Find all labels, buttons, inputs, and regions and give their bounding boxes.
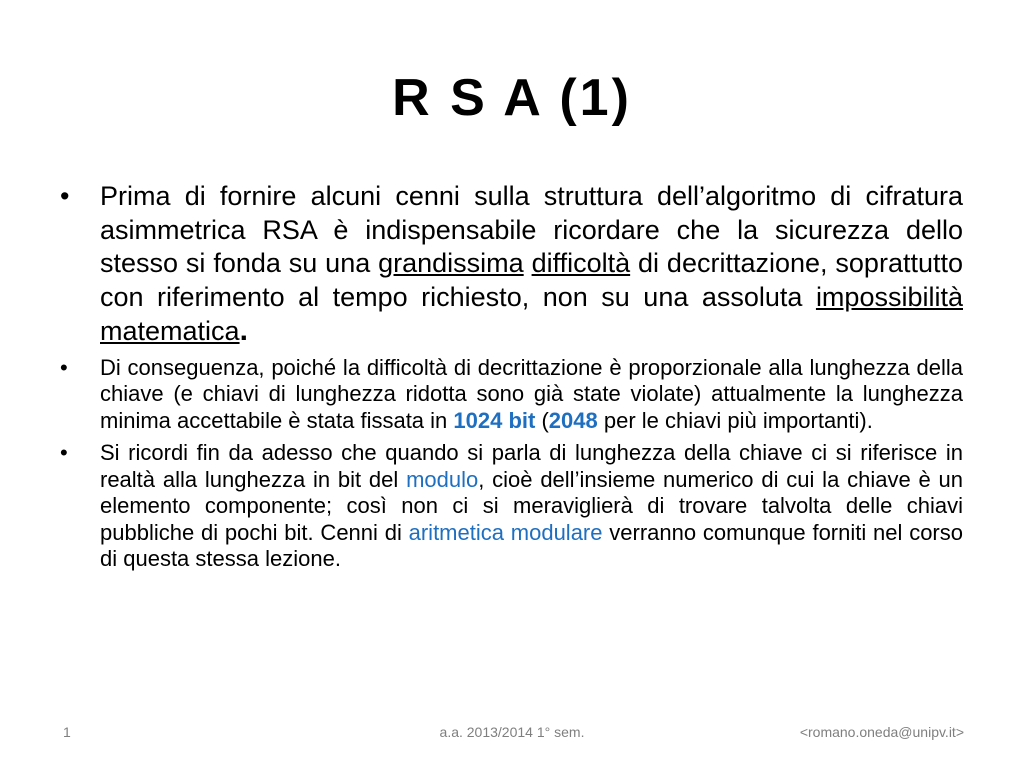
bullet-2-text-paren: ( xyxy=(535,407,549,433)
bullet-2-highlight-2048: 2048 xyxy=(548,407,598,433)
bullet-2-text-end: per le chiavi più importanti). xyxy=(597,407,873,433)
bullet-1-underlined-difficolta: difficoltà xyxy=(531,248,631,278)
bullet-3-text-cont: , cioè dell’insieme numerico di cui la chiave è un elemento componente; così non ci si meraviglierà di trovare talvolta delle chiavi pubbliche di pochi bit. Cenni di xyxy=(100,466,964,545)
bullet-item-2 xyxy=(60,355,963,435)
bullet-2-text: Di conseguenza, poiché la difficoltà di decrittazione è proporzionale alla lunghezza della chiave (e chiavi di lunghezza ridotta sono già state violate) attualmente la lunghezza minima accettabile è stata fissata in xyxy=(100,354,963,433)
bullet-3-highlight-aritmetica-modulare: aritmetica modulare xyxy=(408,519,603,545)
bullet-3-text: Si ricordi fin da adesso che quando si parla di lunghezza della chiave ci si riferisce in realtà alla lunghezza in bit del xyxy=(100,440,963,492)
bullet-1-text: Prima di fornire alcuni cenni sulla struttura dell’algoritmo di cifratura asimmetrica RSA è indispensabile ricordare che la sicurezza dello stesso si fonda su una xyxy=(100,181,963,278)
slide-body xyxy=(60,180,963,573)
slide-number: 1 xyxy=(63,724,71,740)
bullet-3-text-end: verranno comunque forniti nel corso di questa stessa lezione. xyxy=(100,519,963,571)
footer-email: <romano.oneda@unipv.it> xyxy=(799,724,964,740)
slide-title: R S A (1) xyxy=(392,69,632,127)
footer-course-date: a.a. 2013/2014 1° sem. xyxy=(439,724,585,740)
bullet-1-underlined-grandissima: grandissima xyxy=(378,248,524,278)
bullet-2-highlight-1024-bit: 1024 bit xyxy=(453,407,536,433)
bullet-3-highlight-modulo: modulo xyxy=(406,466,479,492)
bullet-item-1 xyxy=(60,180,963,349)
bullet-item-3 xyxy=(60,440,963,573)
bullet-1-underlined-impossibilita: impossibilità matematica xyxy=(100,281,963,346)
bullet-1-text-space xyxy=(524,248,532,278)
bullet-1-text-cont: di decrittazione, soprattutto con riferimento al tempo richiesto, non su una assoluta xyxy=(100,248,963,312)
bullet-1-period: . xyxy=(239,314,248,347)
